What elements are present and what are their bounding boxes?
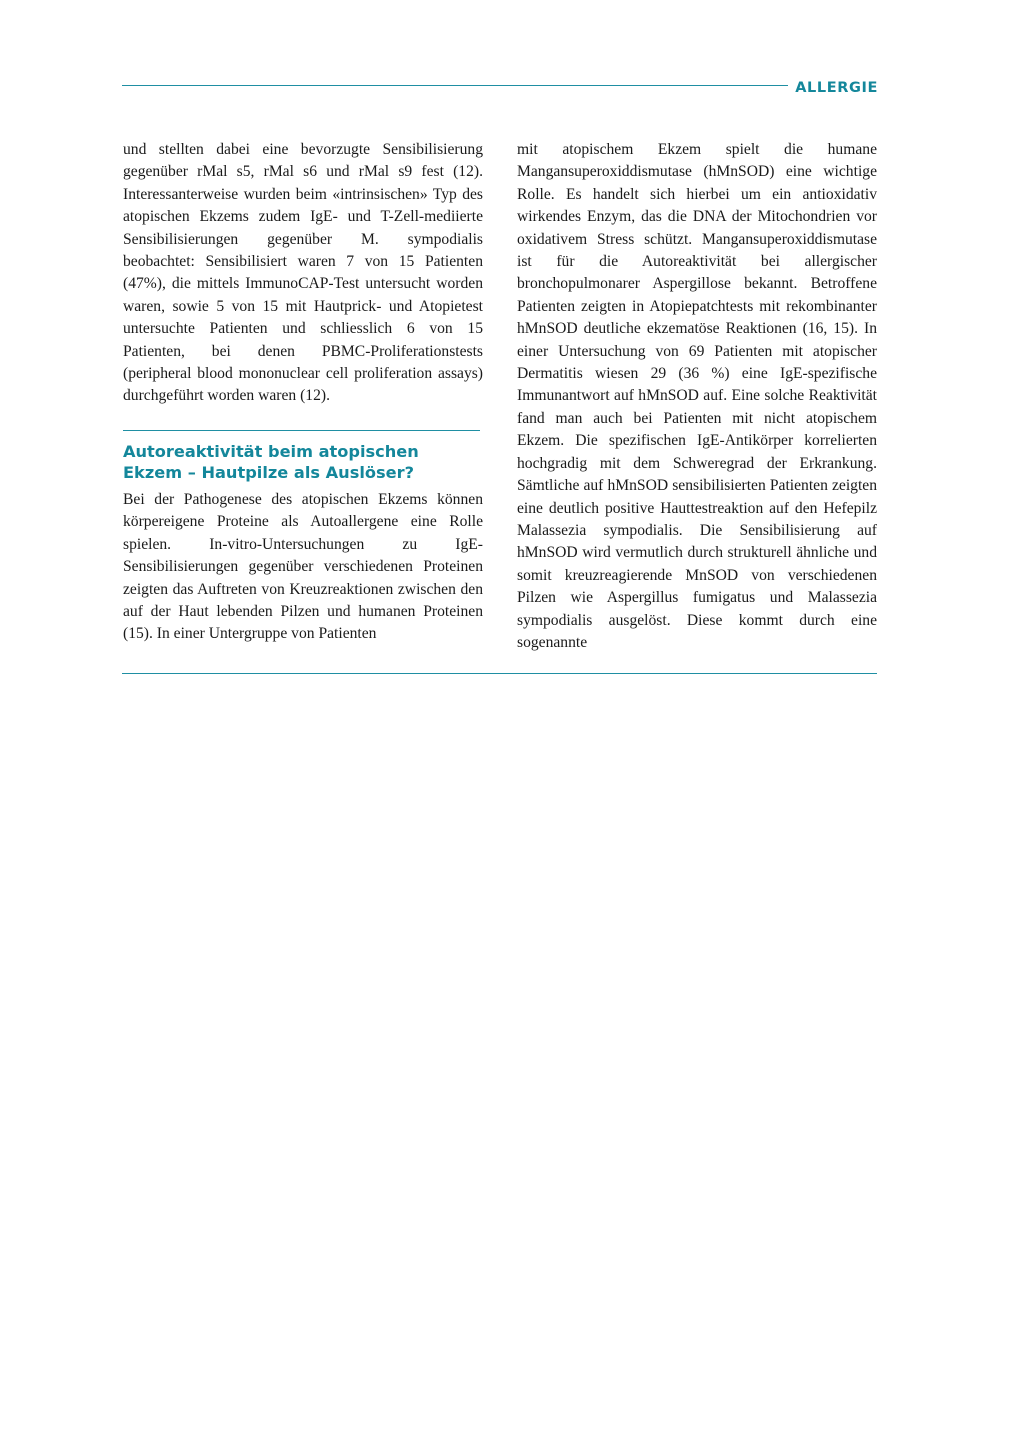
paragraph-gap	[123, 408, 483, 430]
right-column	[517, 139, 877, 654]
body-paragraph: mit atopischem Ekzem spielt die humane Mangansuperoxiddismutase (hMnSOD) eine wichtige Rolle. Es handelt sich hierbei um ein antioxidativ wirkendes Enzym, das die DNA der Mitochondrien vor oxidativem Stress schützt. Mangansuperoxiddismutase ist für die Autoreaktivität bei allergischer bronchopulmonarer Aspergillose bekannt. Betroffene Patienten zeigten in Atopiepatchtests mit rekombinanter hMnSOD deutliche ekzematöse Reaktionen (16, 15). In einer Untersuchung von 69 Patienten mit atopischer Dermatitis wiesen 29 (36 %) eine IgE-spezifische Immunantwort auf hMnSOD auf. Eine solche Reaktivität fand man auch bei Patienten mit nicht atopischem Ekzem. Die spezifischen IgE-Antikörper korrelierten hochgradig mit dem Schweregrad der Erkrankung. Sämtliche auf hMnSOD sensibilisierten Patienten zeigten eine deutlich positive Hauttestreaktion auf den Hefepilz Malassezia sympodialis. Die Sensibilisierung auf hMnSOD wird vermutlich durch strukturell ähnliche und somit kreuzreagierende MnSOD von verschiedenen Pilzen wie Aspergillus fumigatus und Malassezia sympodialis ausgelöst. Diese kommt durch eine sogenannte	[517, 141, 877, 651]
footer-rule	[122, 673, 877, 674]
header-rule	[122, 85, 788, 86]
left-column	[123, 139, 483, 646]
body-paragraph: und stellten dabei eine bevorzugte Sensibilisierung gegenüber rMal s5, rMal s6 und rMal s9 fest (12). Interessanterweise wurden beim «intrinsischen» Typ des atopischen Ekzems zudem IgE- und T-Zell-mediierte Sensibilisierungen gegenüber M. sympodialis beobachtet: Sensibilisiert waren 7 von 15 Patienten (47%), die mittels ImmunoCAP-Test untersucht worden waren, sowie 5 von 15 mit Hautprick- und Atopietest untersuchte Patienten und schliesslich 6 von 15 Patienten, bei denen PBMC-Proliferationstests (peripheral blood mononuclear cell proliferation assays) durchgeführt worden waren (12).	[123, 141, 483, 405]
body-paragraph: Bei der Pathogenese des atopischen Ekzems können körpereigene Proteine als Autoallergene eine Rolle spielen. In-vitro-Untersuchungen zu IgE-Sensibilisierungen gegenüber verschiedenen Proteinen zeigten das Auftreten von Kreuzreaktionen zwischen den auf der Haut lebenden Pilzen und humanen Proteinen (15). In einer Untergruppe von Patienten	[123, 490, 483, 643]
section-rule	[123, 430, 480, 431]
section-heading: Autoreaktivität beim atopischen Ekzem – Hautpilze als Auslöser?	[123, 441, 419, 482]
section-label: ALLERGIE	[795, 80, 878, 96]
